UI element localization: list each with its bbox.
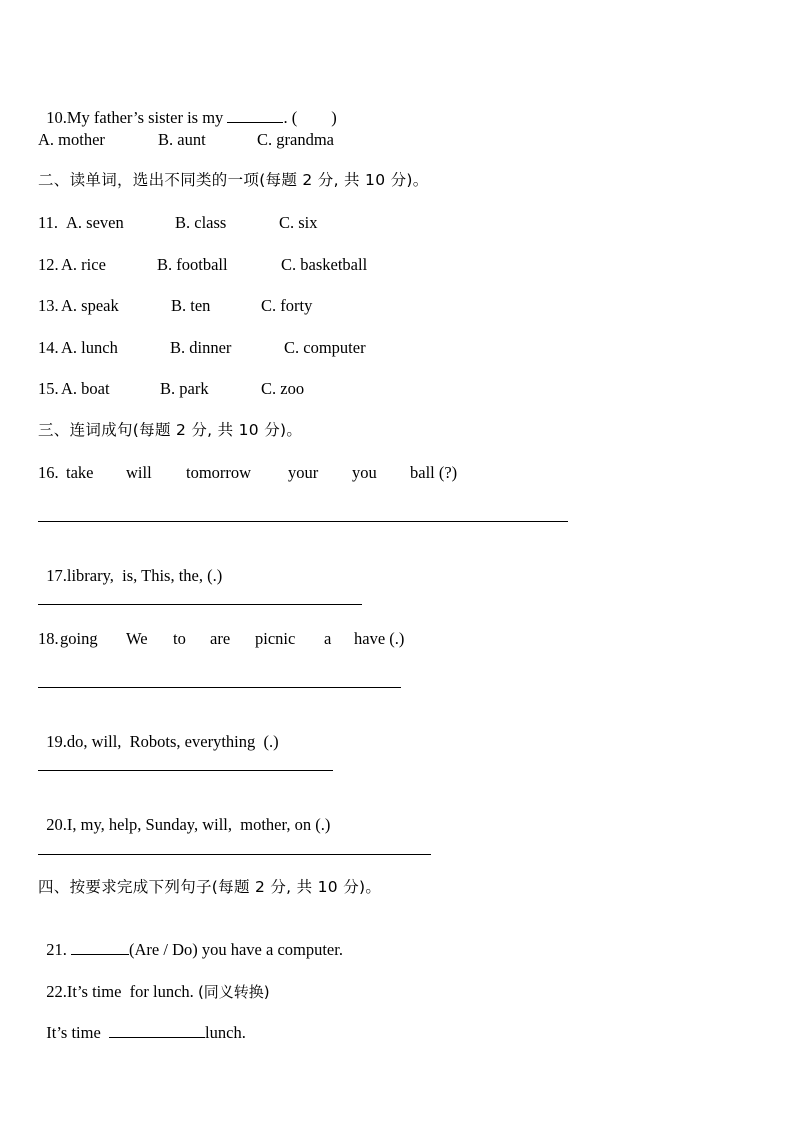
option-a[interactable]: A. seven — [66, 213, 124, 232]
option-b[interactable]: B. class — [175, 213, 227, 232]
word: picnic — [255, 629, 296, 648]
question-number: 14. — [38, 338, 59, 357]
question-12 — [38, 255, 738, 275]
answer-line-19[interactable] — [38, 770, 333, 771]
section-3-title: 三、连词成句(每题 2 分, 共 10 分)。 — [38, 421, 303, 439]
question-number: 13. — [38, 296, 59, 315]
question-text-tail: . ( — [283, 108, 298, 127]
word: a — [324, 629, 332, 648]
question-22-answer — [38, 1003, 246, 1042]
question-number: 18. — [38, 629, 59, 648]
word: you — [352, 463, 377, 482]
question-10 — [38, 88, 337, 127]
paren-close: ) — [331, 108, 337, 127]
question-15 — [38, 379, 738, 399]
question-number: 17. — [46, 566, 67, 585]
question-number: 12. — [38, 255, 59, 274]
word: your — [288, 463, 319, 482]
option-c[interactable]: C. grandma — [257, 130, 334, 149]
answer-blank[interactable] — [109, 1023, 205, 1038]
answer-suffix: lunch. — [205, 1023, 246, 1042]
section-2-title: 二、读单词，选出不同类的一项(每题 2 分, 共 10 分)。 — [38, 171, 429, 189]
option-a[interactable]: A. lunch — [61, 338, 118, 357]
answer-line-18[interactable] — [38, 687, 401, 688]
question-text: (Are / Do) you have a computer. — [129, 940, 343, 959]
answer-line-17[interactable] — [38, 604, 362, 605]
question-13 — [38, 296, 738, 316]
question-22 — [38, 962, 270, 1001]
question-number: 20. — [46, 815, 67, 834]
option-b[interactable]: B. ten — [171, 296, 211, 315]
answer-blank[interactable] — [71, 940, 129, 955]
answer-prefix: It’s time — [46, 1023, 101, 1042]
question-14 — [38, 338, 738, 358]
question-17 — [38, 546, 223, 585]
word: tomorrow — [186, 463, 252, 482]
option-a[interactable]: A. mother — [38, 130, 105, 149]
option-b[interactable]: B. football — [157, 255, 228, 274]
question-text: do, will, Robots, everything (.) — [66, 732, 279, 751]
answer-line-20[interactable] — [38, 854, 431, 855]
option-c[interactable]: C. zoo — [261, 379, 305, 398]
word: are — [210, 629, 231, 648]
word: to — [173, 629, 186, 648]
option-c[interactable]: C. forty — [261, 296, 313, 315]
question-number: 21. — [46, 940, 67, 959]
question-18 — [38, 629, 738, 649]
question-11 — [38, 213, 738, 233]
question-text: I, my, help, Sunday, will, mother, on (.) — [66, 815, 331, 834]
section-4-title: 四、按要求完成下列句子(每题 2 分, 共 10 分)。 — [38, 878, 382, 896]
question-number: 16. — [38, 463, 59, 482]
word: have (.) — [354, 629, 405, 648]
question-number: 22. — [46, 982, 67, 1001]
word: take — [66, 463, 94, 482]
answer-line-16[interactable] — [38, 521, 568, 522]
word: going — [60, 629, 98, 648]
question-number: 15. — [38, 379, 59, 398]
question-number: 10. — [46, 108, 67, 127]
word: We — [126, 629, 148, 648]
question-number: 11. — [38, 213, 59, 232]
option-c[interactable]: C. computer — [284, 338, 366, 357]
question-16 — [38, 463, 738, 483]
question-21 — [38, 920, 343, 959]
question-text: It’s time for lunch. — [66, 982, 194, 1001]
option-a[interactable]: A. boat — [61, 379, 110, 398]
option-c[interactable]: C. six — [279, 213, 318, 232]
answer-blank[interactable] — [227, 108, 283, 123]
question-text: My father’s sister is my — [66, 108, 224, 127]
question-text: library, is, This, the, (.) — [66, 566, 223, 585]
question-number: 19. — [46, 732, 67, 751]
instruction-note: (同义转换) — [197, 983, 270, 1001]
option-c[interactable]: C. basketball — [281, 255, 368, 274]
word: ball (?) — [410, 463, 458, 482]
option-b[interactable]: B. dinner — [170, 338, 232, 357]
question-19 — [38, 712, 279, 751]
option-b[interactable]: B. park — [160, 379, 209, 398]
option-a[interactable]: A. speak — [61, 296, 119, 315]
option-b[interactable]: B. aunt — [158, 130, 206, 149]
question-20 — [38, 795, 331, 834]
option-a[interactable]: A. rice — [61, 255, 106, 274]
question-10-options — [38, 130, 738, 150]
word: will — [126, 463, 152, 482]
